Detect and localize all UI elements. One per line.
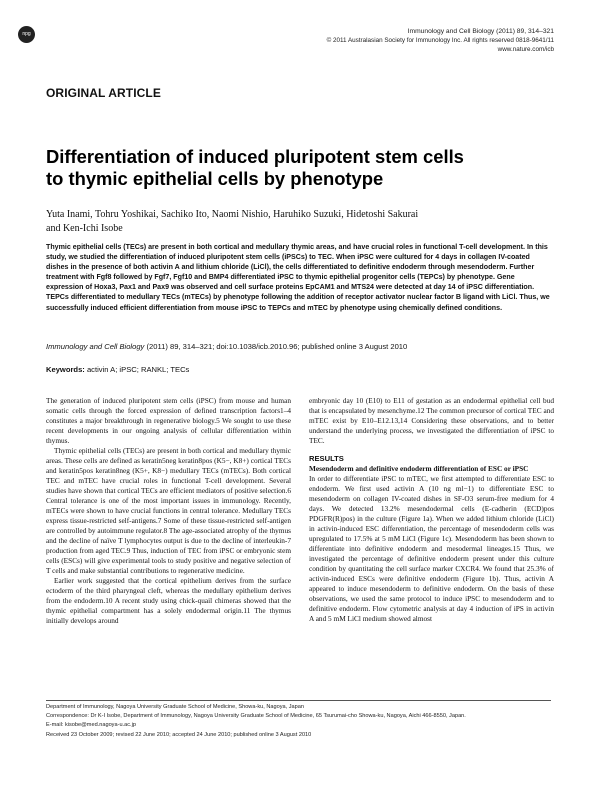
- correspondence: Correspondence: Dr K-I Isobe, Department of Immunology, Nagoya University Graduate School of Medicine, 65 Tsurumai-cho Showa-ku, Nagoya, Aichi 466-8550, Japan.: [46, 713, 466, 720]
- body-paragraph: The generation of induced pluripotent stem cells (iPSC) from mouse and human somatic cells through the forced expression of defined transcription factors1–4 constitutes a major breakthrough in regenerative biology.5 We sought to use these recent developments in our ongoing analysis of cellular differentiation within thymus.: [46, 396, 291, 445]
- publisher-logo: npg: [18, 26, 35, 43]
- body-paragraph: In order to differentiate iPSC to mTEC, we first attempted to differentiate ESC to endoderm. We first used activin A (10 ng ml−1) to differentiate ESC to mesendoderm on collagen IV-coated dishes in SF-O3 serum-free medium for 4 days. We detected 13.2% mesendodermal cells (E-cadherin (ECD)pos PDGFR(R)pos) in the culture (Figure 1a). When we added lithium chloride (LiCl) in activin-induced ESC differentiation, the percentage of mesendoderm cells was upregulated to 17.5% at 5 mM LiCl (Figure 1c). Mesendoderm has been shown to differentiate into definitive endoderm and mesodermal lineages.15 Thus, we investigated the percentage of definitive endoderm present under this culture condition by quantitating the cell surface marker CXCR4. We found that 25.3% of activin-induced ESCs were definitive endoderm (Figure 1b). Thus, activin A appeared to induce mesendoderm to definitive endoderm. On the basis of these observations, we used the same protocol to induce iPSC to mesendoderm and to definitive endoderm. Flow cytometric analysis at day 4 induction of iPS in activin A and 5 mM LiCl medium showed almost: [309, 474, 554, 623]
- journal-url[interactable]: www.nature.com/icb: [497, 46, 554, 53]
- article-dates: Received 23 October 2009; revised 22 June 2010; accepted 24 June 2010; published online 3 August 2010: [46, 731, 312, 738]
- section-label: ORIGINAL ARTICLE: [46, 86, 161, 100]
- keywords-text: activin A; iPSC; RANKL; TECs: [84, 365, 190, 374]
- author-list: [46, 208, 551, 236]
- email[interactable]: E-mail: kisobe@med.nagoya-u.ac.jp: [46, 722, 136, 729]
- journal-reference: Immunology and Cell Biology (2011) 89, 314–321: [407, 28, 554, 35]
- body-paragraph: embryonic day 10 (E10) to E11 of gestation as an endodermal epithelial cell bud that is encapsulated by mesenchyme.12 The common precursor of cortical TEC and mTEC exist by E10–E12.13,14 Considering these observations, and to better understand the underlying process, we investigated the differentiation of iPSC to TEC.: [309, 396, 554, 445]
- keywords-label: Keywords:: [46, 365, 85, 374]
- copyright-line: © 2011 Australasian Society for Immunology Inc. All rights reserved 0818-9641/11: [326, 37, 554, 44]
- body-paragraph: Thymic epithelial cells (TECs) are present in both cortical and medullary thymic areas. These cells are defined as keratin5neg keratin8pos (K5−, K8+) cortical TECs and keratin5pos keratin8neg (K5+, K8−) medullary TECs (mTECs). Both cortical TEC and mTEC have crucial roles in functional T-cell development. Several studies have shown that cortical TECs are efficient mediators of positive selection.6 Central tolerance is one of the most important issues in immunology. Recently, mTECs were shown to have crucial functions in central tolerance. Medullary TECs express tissue-restricted self-antigens.7 Some of these tissue-restricted self-antigen are controlled by autoimmune regulator.8 The age-associated atrophy of the thymus and the decline of naïve T lymphocytes output is due to the decline of interleukin-7 production from aged TEC.9 Thus, induction of TEC from iPSC or embryonic stem cells (ESCs) will give experimental tools to study positive and negative selection of T cells and make substantial contributions to regenerative medicine.: [46, 446, 291, 575]
- citation-line: [46, 342, 554, 352]
- citation-journal: Immunology and Cell Biology: [46, 342, 145, 351]
- title-line-1: Differentiation of induced pluripotent stem cells: [46, 146, 464, 167]
- authors-line-1: Yuta Inami, Tohru Yoshikai, Sachiko Ito, Naomi Nishio, Haruhiko Suzuki, Hidetoshi Sakurai: [46, 209, 419, 220]
- title-line-2: to thymic epithelial cells by phenotype: [46, 168, 384, 189]
- authors-line-2: and Ken-Ichi Isobe: [46, 223, 123, 234]
- keywords-line: [46, 365, 554, 375]
- results-heading: RESULTS: [309, 454, 344, 463]
- citation-details: (2011) 89, 314–321; doi:10.1038/icb.2010.96; published online 3 August 2010: [144, 342, 408, 351]
- body-column-left: [46, 396, 291, 626]
- abstract: Thymic epithelial cells (TECs) are present in both cortical and medullary thymic areas, and have crucial roles in functional T-cell development. In this study, we studied the differentiation of induced pluripotent stem cells (iPSCs) to TEC. When iPSC were cultured for 4 days in collagen IV-coated dishes in the presence of both activin A and lithium chloride (LiCl), the cells differentiated to definitive endoderm through mesendoderm. Further treatment with Fgf8 followed by Fgf7, Fgf10 and BMP4 differentiated iPSC to thymic epithelial progenitor cells (TEPCs) by phenotype. Gene expression of Hoxa3, Pax1 and Pax9 was observed and cell surface proteins EpCAM1 and MTS24 were detected at day 14 of iPSC differentiation. TEPCs differentiated to medullary TECs (mTECs) by phenotype following the addition of receptor activator nuclear factor B ligand with LiCl. Thus, we successfully induced efficient differentiation from mouse iPSC to TEPCs and mTEC by phenotype using chemically defined conditions.: [46, 243, 550, 312]
- affiliation: Department of Immunology, Nagoya University Graduate School of Medicine, Showa-ku, Nagoya, Japan: [46, 704, 304, 710]
- footer-divider: [46, 700, 551, 701]
- body-column-right: [309, 396, 554, 624]
- footnotes: [46, 703, 551, 740]
- journal-header: [224, 27, 554, 54]
- results-subheading: Mesendoderm and definitive endoderm differentiation of ESC or iPSC: [309, 464, 529, 473]
- body-paragraph: Earlier work suggested that the cortical epithelium derives from the surface ectoderm of the third pharyngeal cleft, whereas the medullary epithelium derives from the endoderm.10 A recent study using chick-quail chimeras showed that the thymic epithelial compartment has a solely endodermal origin.11 The thymus initially develops around: [46, 576, 291, 625]
- article-title: [46, 146, 556, 190]
